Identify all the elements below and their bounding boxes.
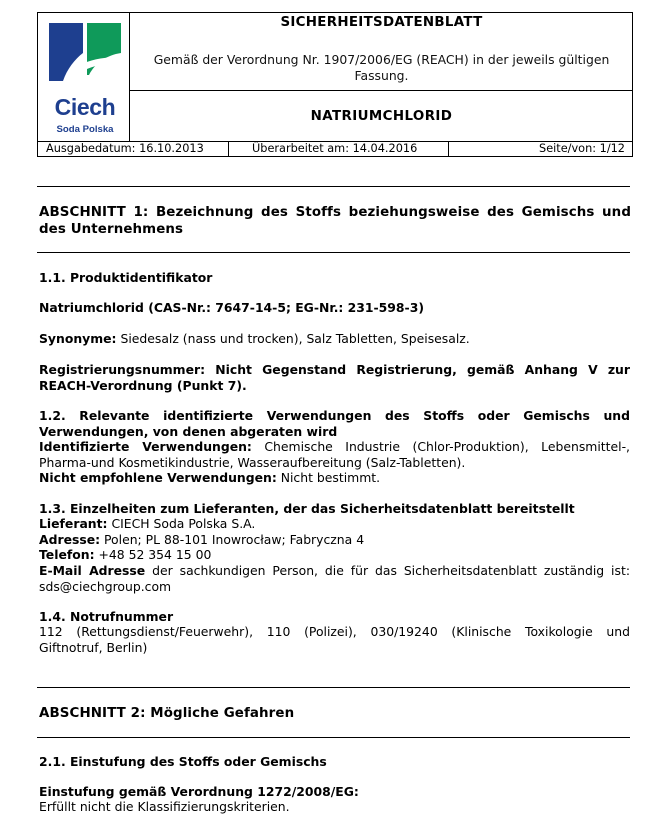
emergency-line-2: Giftnotruf, Berlin) [39, 639, 148, 655]
meta-divider [448, 142, 449, 156]
subsection-1-4-title: 1.4. Notrufnummer [39, 609, 174, 624]
phone-value: +48 52 354 15 00 [94, 547, 212, 562]
section-2-heading: ABSCHNITT 2: Mögliche Gefahren [39, 706, 295, 721]
revision-date: Überarbeitet am: 14.04.2016 [252, 142, 418, 155]
issue-date: Ausgabedatum: 16.10.2013 [46, 142, 204, 155]
section-rule [37, 186, 630, 187]
supplier-value: CIECH Soda Polska S.A. [107, 516, 256, 531]
identified-uses-line-2: Pharma-und Kosmetikindustrie, Wasseraufbereitung (Salz-Tabletten). [39, 454, 466, 470]
logo-wordmark: Ciech [54, 94, 116, 120]
subsection-1-2-title [39, 408, 630, 439]
section-rule [37, 687, 630, 688]
product-name: NATRIUMCHLORID [310, 109, 453, 124]
synonyms [39, 331, 630, 347]
identified-uses [39, 439, 630, 470]
ciech-logo [45, 19, 125, 139]
identified-uses-label: Identifizierte Verwendungen: [39, 439, 252, 454]
not-recommended-label: Nicht empfohlene Verwendungen: [39, 470, 277, 485]
phone-label: Telefon: [39, 547, 95, 562]
section-1-heading [39, 204, 631, 238]
classification-value: Erfüllt nicht die Klassifizierungskriterien. [39, 799, 290, 814]
address [39, 532, 630, 548]
document-meta-row [37, 142, 633, 157]
supplier-label: Lieferant: [39, 516, 108, 531]
synonyms-value: Siedesalz (nass und trocken), Salz Tabletten, Speisesalz. [116, 331, 470, 346]
address-label: Adresse: [39, 532, 101, 547]
address-value: Polen; PL 88-101 Inowrocław; Fabryczna 4 [100, 532, 365, 547]
email [39, 563, 630, 594]
email-label: E-Mail Adresse [39, 563, 146, 578]
email-description: der sachkundigen Person, die für das Sicherheitsdatenblatt zuständig ist: [145, 563, 630, 578]
section-rule [37, 737, 630, 738]
page-number: Seite/von: 1/12 [539, 142, 625, 155]
emergency-numbers [39, 624, 630, 655]
product-identifier: Natriumchlorid (CAS-Nr.: 7647-14-5; EG-Nr.: 231-598-3) [39, 300, 424, 315]
ciech-logo-mark-icon [45, 19, 125, 95]
logo-subtitle: Soda Polska [56, 124, 114, 135]
section-rule [37, 252, 630, 253]
section-1-heading-line-1: ABSCHNITT 1: Bezeichnung des Stoffs beziehungsweise des Gemischs und [39, 205, 631, 220]
regulation-note-line-1: Gemäß der Verordnung Nr. 1907/2006/EG (REACH) in der jeweils gültigen [153, 52, 610, 67]
regulation-note [136, 52, 627, 84]
email-line-1 [39, 563, 630, 579]
document-title: SICHERHEITSDATENBLATT [280, 15, 483, 30]
registration-number [39, 362, 630, 393]
subsection-2-1-title: 2.1. Einstufung des Stoffs oder Gemischs [39, 754, 327, 769]
subsection-1-2-title-line-2: Verwendungen, von denen abgeraten wird [39, 423, 338, 439]
meta-divider [228, 142, 229, 156]
registration-line-2: REACH-Verordnung (Punkt 7). [39, 377, 247, 393]
phone [39, 547, 630, 563]
email-address: sds@ciechgroup.com [39, 578, 172, 594]
supplier [39, 516, 630, 532]
emergency-line-1: 112 (Rettungsdienst/Feuerwehr), 110 (Polizei), 030/19240 (Klinische Toxikologie und [39, 624, 630, 639]
subsection-1-1-title: 1.1. Produktidentifikator [39, 270, 213, 285]
section-1-heading-line-2: des Unternehmens [39, 222, 184, 237]
identified-uses-line-1 [39, 439, 630, 455]
subsection-1-3-title: 1.3. Einzelheiten zum Lieferanten, der das Sicherheitsdatenblatt bereitstellt [39, 501, 575, 516]
not-recommended-value: Nicht bestimmt. [276, 470, 381, 485]
regulation-note-line-2: Fassung. [354, 68, 409, 83]
identified-uses-value: Chemische Industrie (Chlor-Produktion), Lebensmittel-, [251, 439, 630, 454]
classification-label: Einstufung gemäß Verordnung 1272/2008/EG: [39, 784, 359, 799]
synonyms-label: Synonyme: [39, 331, 117, 346]
header-divider-horizontal [129, 90, 633, 91]
subsection-1-2-title-line-1: 1.2. Relevante identifizierte Verwendungen des Stoffs oder Gemischs und [39, 408, 630, 423]
registration-line-1: Registrierungsnummer: Nicht Gegenstand Registrierung, gemäß Anhang V zur [39, 362, 630, 377]
not-recommended-uses [39, 470, 630, 486]
